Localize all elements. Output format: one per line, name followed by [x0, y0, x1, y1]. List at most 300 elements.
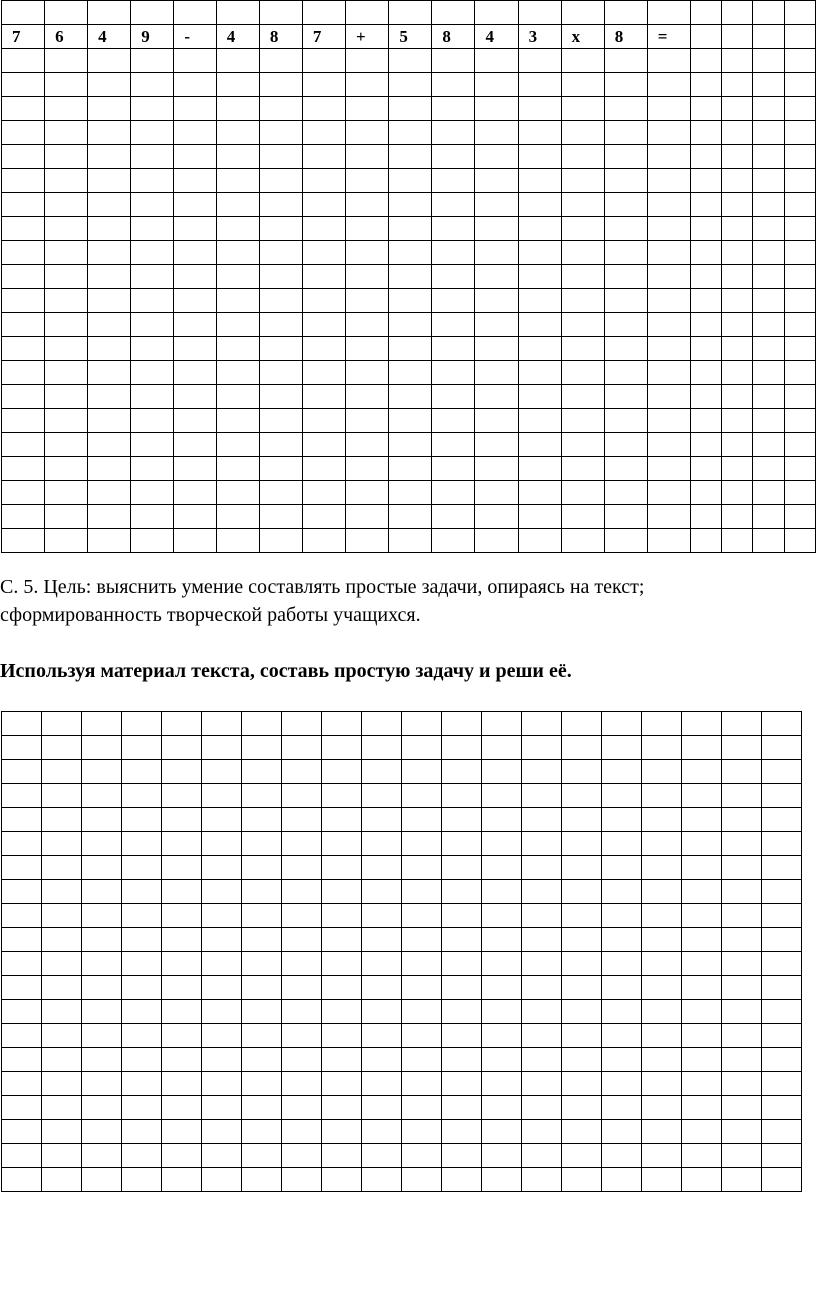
grid-cell [562, 976, 602, 1000]
grid-cell [259, 241, 302, 265]
grid-cell [88, 529, 131, 553]
expression-cell: - [174, 25, 216, 49]
task-description [0, 573, 810, 629]
grid-cell [2, 760, 42, 784]
grid-cell [45, 97, 88, 121]
grid-cell [202, 760, 242, 784]
grid-row [2, 289, 816, 313]
grid-cell [162, 760, 202, 784]
grid-cell [216, 433, 259, 457]
grid-cell [362, 976, 402, 1000]
expression-cell: 4 [88, 25, 131, 49]
grid-row [2, 457, 816, 481]
grid-cell [784, 481, 815, 505]
grid-cell [602, 736, 642, 760]
expression-cell: 7 [302, 25, 345, 49]
grid-cell [122, 1048, 162, 1072]
grid-row [2, 880, 802, 904]
grid-cell [88, 361, 131, 385]
grid-cell [131, 409, 174, 433]
grid-cell [389, 73, 432, 97]
grid-cell [2, 529, 45, 553]
grid-cell [216, 265, 259, 289]
grid-cell [322, 712, 362, 736]
grid-cell [442, 880, 482, 904]
grid-cell [216, 1, 259, 25]
grid-cell [482, 928, 522, 952]
grid-row [2, 73, 816, 97]
grid-cell [722, 784, 762, 808]
grid-cell [282, 1024, 322, 1048]
grid-cell [682, 1072, 722, 1096]
grid-cell [561, 145, 604, 169]
expression-cell: 9 [131, 25, 174, 49]
grid-cell [691, 25, 722, 49]
grid-cell [561, 193, 604, 217]
grid-cell [45, 409, 88, 433]
grid-cell [259, 505, 302, 529]
grid-row [2, 49, 816, 73]
grid-cell [122, 1096, 162, 1120]
grid-cell [722, 832, 762, 856]
grid-cell [691, 313, 722, 337]
grid-cell [131, 313, 174, 337]
grid-cell [2, 1120, 42, 1144]
grid-cell [604, 265, 647, 289]
grid-cell [42, 856, 82, 880]
grid-cell [302, 433, 345, 457]
grid-cell [522, 1120, 562, 1144]
grid-cell [604, 385, 647, 409]
grid-cell [242, 1144, 282, 1168]
grid-cell [345, 313, 388, 337]
grid-cell [242, 1168, 282, 1192]
grid-row [2, 760, 802, 784]
grid-cell [174, 481, 216, 505]
grid-cell [753, 337, 784, 361]
grid-cell [722, 952, 762, 976]
grid-cell [131, 1, 174, 25]
grid-cell [122, 976, 162, 1000]
grid-cell [642, 1048, 682, 1072]
grid-cell [202, 880, 242, 904]
grid-cell [518, 385, 561, 409]
grid-cell [162, 1144, 202, 1168]
grid-cell [604, 505, 647, 529]
grid-cell [2, 361, 45, 385]
grid-cell [282, 976, 322, 1000]
grid-cell [45, 433, 88, 457]
grid-cell [784, 361, 815, 385]
grid-cell [2, 193, 45, 217]
grid-cell [216, 169, 259, 193]
expression-cell: + [345, 25, 388, 49]
grid-cell [691, 505, 722, 529]
grid-cell [722, 457, 753, 481]
grid-row [2, 1144, 802, 1168]
grid-cell [282, 928, 322, 952]
grid-cell [562, 1120, 602, 1144]
grid-cell [259, 145, 302, 169]
grid-row [2, 361, 816, 385]
grid-cell [518, 265, 561, 289]
grid-cell [389, 433, 432, 457]
grid-cell [242, 808, 282, 832]
grid-cell [722, 289, 753, 313]
grid-cell [784, 433, 815, 457]
grid-cell [122, 1168, 162, 1192]
grid-cell [475, 1, 518, 25]
grid-cell [522, 856, 562, 880]
grid-cell [522, 1048, 562, 1072]
grid-cell [482, 1144, 522, 1168]
grid-cell [402, 832, 442, 856]
grid-cell [602, 904, 642, 928]
grid-cell [442, 1024, 482, 1048]
grid-cell [784, 265, 815, 289]
grid-cell [561, 73, 604, 97]
grid-cell [518, 313, 561, 337]
grid-cell [442, 1168, 482, 1192]
grid-cell [432, 169, 475, 193]
grid-cell [242, 856, 282, 880]
grid-cell [2, 289, 45, 313]
grid-cell [302, 409, 345, 433]
grid-cell [282, 1120, 322, 1144]
grid-cell [122, 1144, 162, 1168]
grid-cell [642, 1144, 682, 1168]
grid-cell [432, 121, 475, 145]
grid-cell [322, 1000, 362, 1024]
grid-cell [562, 712, 602, 736]
grid-cell [784, 529, 815, 553]
grid-cell [482, 1168, 522, 1192]
grid-cell [561, 217, 604, 241]
grid-cell [174, 337, 216, 361]
grid-cell [88, 433, 131, 457]
grid-cell [753, 265, 784, 289]
grid-cell [604, 169, 647, 193]
grid-cell [562, 808, 602, 832]
grid-cell [259, 169, 302, 193]
grid-cell [389, 49, 432, 73]
grid-cell [216, 481, 259, 505]
grid-cell [389, 361, 432, 385]
grid-cell [122, 760, 162, 784]
grid-cell [432, 265, 475, 289]
grid-cell [691, 193, 722, 217]
grid-cell [762, 1168, 802, 1192]
grid-cell [482, 1000, 522, 1024]
grid-cell [362, 1048, 402, 1072]
grid-cell [362, 760, 402, 784]
grid-cell [432, 481, 475, 505]
grid-cell [202, 1120, 242, 1144]
grid-cell [174, 409, 216, 433]
grid-cell [202, 976, 242, 1000]
grid-cell [442, 808, 482, 832]
grid-cell [42, 736, 82, 760]
grid-cell [216, 505, 259, 529]
grid-cell [647, 169, 690, 193]
grid-cell [762, 1120, 802, 1144]
grid-cell [345, 361, 388, 385]
grid-cell [562, 1168, 602, 1192]
grid-cell [647, 1, 690, 25]
grid-cell [642, 1072, 682, 1096]
grid-cell [442, 1096, 482, 1120]
grid-cell [42, 1000, 82, 1024]
grid-cell [602, 880, 642, 904]
grid-cell [131, 529, 174, 553]
grid-cell [518, 481, 561, 505]
grid-cell [162, 712, 202, 736]
grid-cell [682, 1168, 722, 1192]
grid-cell [561, 169, 604, 193]
grid-cell [45, 265, 88, 289]
grid-cell [562, 1024, 602, 1048]
grid-cell [131, 337, 174, 361]
grid-cell [561, 1, 604, 25]
grid-cell [647, 361, 690, 385]
grid-cell [282, 832, 322, 856]
grid-cell [682, 736, 722, 760]
grid-cell [722, 1072, 762, 1096]
grid-cell [522, 712, 562, 736]
grid-row [2, 1168, 802, 1192]
grid-cell [42, 784, 82, 808]
grid-cell [432, 49, 475, 73]
grid-cell [682, 784, 722, 808]
grid-cell [389, 289, 432, 313]
grid-cell [88, 169, 131, 193]
grid-cell [302, 169, 345, 193]
grid-cell [602, 856, 642, 880]
grid-row [2, 193, 816, 217]
grid-cell [122, 1000, 162, 1024]
grid-cell [82, 1048, 122, 1072]
grid-cell [162, 1048, 202, 1072]
grid-cell [45, 337, 88, 361]
grid-cell [82, 1168, 122, 1192]
grid-cell [604, 409, 647, 433]
grid-cell [345, 193, 388, 217]
grid-cell [562, 928, 602, 952]
grid-cell [722, 712, 762, 736]
grid-cell [88, 385, 131, 409]
grid-cell [722, 505, 753, 529]
grid-cell [345, 337, 388, 361]
grid-cell [682, 1048, 722, 1072]
grid-cell [762, 832, 802, 856]
grid-cell [682, 832, 722, 856]
grid-cell [762, 712, 802, 736]
grid-cell [691, 241, 722, 265]
grid-cell [402, 1144, 442, 1168]
grid-cell [389, 337, 432, 361]
grid-cell [302, 73, 345, 97]
grid-cell [604, 145, 647, 169]
grid-cell [362, 808, 402, 832]
grid-cell [131, 73, 174, 97]
grid-cell [562, 952, 602, 976]
grid-cell [302, 505, 345, 529]
grid-cell [682, 808, 722, 832]
grid-cell [389, 529, 432, 553]
grid-cell [259, 1, 302, 25]
grid-cell [602, 1072, 642, 1096]
grid-cell [82, 1144, 122, 1168]
grid-cell [682, 952, 722, 976]
grid-cell [722, 1096, 762, 1120]
grid-cell [242, 1048, 282, 1072]
grid-cell [691, 457, 722, 481]
grid-cell [784, 73, 815, 97]
grid-cell [522, 1144, 562, 1168]
grid-cell [45, 169, 88, 193]
grid-row [2, 904, 802, 928]
grid-cell [602, 760, 642, 784]
grid-cell [522, 1024, 562, 1048]
grid-cell [131, 241, 174, 265]
grid-cell [345, 289, 388, 313]
grid-cell [762, 1000, 802, 1024]
grid-cell [561, 505, 604, 529]
grid-cell [2, 712, 42, 736]
grid-cell [518, 241, 561, 265]
grid-cell [647, 481, 690, 505]
grid-cell [389, 241, 432, 265]
grid-cell [753, 145, 784, 169]
grid-cell [784, 49, 815, 73]
grid-cell [42, 808, 82, 832]
grid-cell [682, 1024, 722, 1048]
grid-cell [162, 880, 202, 904]
grid-cell [259, 97, 302, 121]
grid-cell [174, 457, 216, 481]
grid-cell [45, 361, 88, 385]
grid-cell [482, 808, 522, 832]
grid-row [2, 1, 816, 25]
grid-cell [82, 1000, 122, 1024]
grid-cell [82, 832, 122, 856]
grid-cell [475, 529, 518, 553]
grid-cell [302, 337, 345, 361]
grid-cell [691, 481, 722, 505]
grid-cell [604, 217, 647, 241]
grid-cell [432, 1, 475, 25]
grid-cell [522, 1000, 562, 1024]
grid-cell [647, 313, 690, 337]
grid-cell [402, 712, 442, 736]
grid-cell [762, 976, 802, 1000]
grid-cell [259, 217, 302, 241]
grid-cell [322, 952, 362, 976]
grid-cell [122, 712, 162, 736]
grid-cell [202, 1072, 242, 1096]
grid-cell [131, 121, 174, 145]
grid-cell [88, 409, 131, 433]
grid-cell [561, 361, 604, 385]
grid-cell [174, 145, 216, 169]
grid-cell [402, 1072, 442, 1096]
grid-cell [642, 856, 682, 880]
grid-cell [432, 241, 475, 265]
grid-cell [482, 1024, 522, 1048]
grid-row [2, 505, 816, 529]
grid-cell [642, 1000, 682, 1024]
grid-cell [753, 217, 784, 241]
grid-cell [45, 385, 88, 409]
grid-cell [475, 289, 518, 313]
grid-cell [202, 928, 242, 952]
grid-cell [562, 1096, 602, 1120]
grid-cell [131, 265, 174, 289]
grid-cell [647, 241, 690, 265]
grid-cell [45, 1, 88, 25]
expression-cell: 5 [389, 25, 432, 49]
grid-cell [345, 121, 388, 145]
grid-row [2, 856, 802, 880]
grid-row [2, 529, 816, 553]
grid-cell [442, 904, 482, 928]
grid-cell [442, 928, 482, 952]
grid-row [2, 808, 802, 832]
grid-cell [322, 1024, 362, 1048]
grid-cell [604, 121, 647, 145]
grid-cell [602, 1024, 642, 1048]
grid-cell [82, 952, 122, 976]
grid-cell [642, 1168, 682, 1192]
grid-cell [722, 1168, 762, 1192]
grid-cell [691, 289, 722, 313]
grid-cell [562, 904, 602, 928]
grid-cell [122, 856, 162, 880]
grid-cell [82, 856, 122, 880]
grid-cell [216, 457, 259, 481]
grid-cell [402, 1000, 442, 1024]
grid-cell [242, 1096, 282, 1120]
grid-cell [2, 976, 42, 1000]
grid-cell [722, 337, 753, 361]
grid-cell [2, 736, 42, 760]
grid-cell [402, 976, 442, 1000]
grid-cell [162, 784, 202, 808]
grid-cell [389, 97, 432, 121]
grid-cell [216, 529, 259, 553]
grid-cell [174, 97, 216, 121]
grid-cell [402, 1120, 442, 1144]
grid-cell [2, 952, 42, 976]
grid-cell [42, 1048, 82, 1072]
grid-cell [216, 241, 259, 265]
grid-cell [475, 361, 518, 385]
grid-cell [522, 808, 562, 832]
grid-cell [691, 409, 722, 433]
grid-cell [162, 1096, 202, 1120]
grid-cell [402, 760, 442, 784]
grid-cell [691, 145, 722, 169]
grid-cell [82, 1120, 122, 1144]
grid-cell [345, 217, 388, 241]
grid-cell [322, 736, 362, 760]
grid-cell [602, 1168, 642, 1192]
grid-cell [174, 49, 216, 73]
grid-cell [753, 505, 784, 529]
grid-cell [202, 1168, 242, 1192]
grid-cell [561, 481, 604, 505]
grid-cell [753, 25, 784, 49]
